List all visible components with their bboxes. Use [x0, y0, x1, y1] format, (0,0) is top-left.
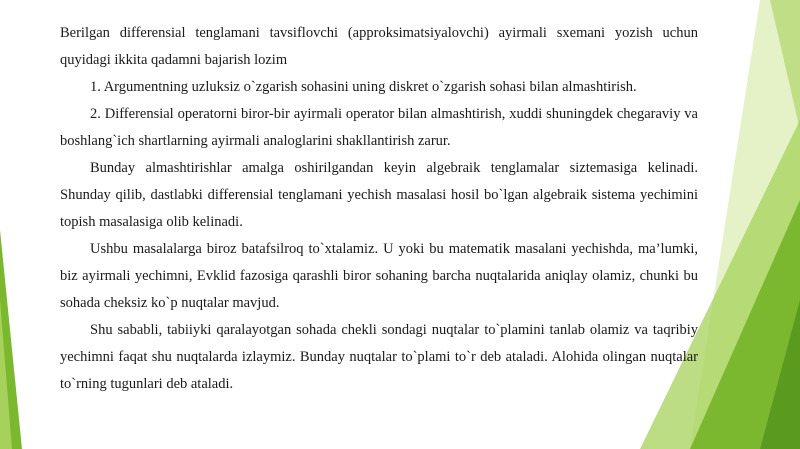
paragraph-step-1 — [60, 74, 698, 101]
paragraph-details-text: Ushbu masalalarga biroz batafsilroq to`xtalamiz. U yoki bu matematik masalani yechishda, ma’lumki, biz ayirmali yechimni, Evklid fazosiga qarashli biror sohaning barcha nuqtalarida aniqlay olamiz, chunki bu sohada cheksiz ko`p nuqtalar mavjud. — [60, 241, 698, 311]
paragraph-grid — [60, 317, 698, 398]
paragraph-intro — [60, 20, 698, 74]
paragraph-step-2 — [60, 101, 698, 155]
document-body — [60, 20, 698, 398]
paragraph-step-2-text: 2. Differensial operatorni biror-bir ayirmali operator bilan almashtirish, xuddi shuningdek chegaraviy va boshlang`ich shartlarning ayirmali analoglarini shakllantirish zarur. — [60, 106, 698, 149]
paragraph-grid-text: Shu sababli, tabiiyki qaralayotgan sohada chekli sondagi nuqtalar to`plamini tanlab olamiz va taqribiy yechimni faqat shu nuqtalarda izlaymiz. Bunday nuqtalar to`plami to`r deb ataladi. Alohida olingan nuqtalar to`rning tugunlari deb ataladi. — [60, 322, 698, 392]
paragraph-algebraic — [60, 155, 698, 236]
paragraph-step-1-text: 1. Argumentning uzluksiz o`zgarish sohasini uning diskret o`zgarish sohasi bilan almashtirish. — [90, 79, 637, 95]
paragraph-details — [60, 236, 698, 317]
paragraph-intro-text: Berilgan differensial tenglamani tavsiflovchi (approksimatsiyalovchi) ayirmali sxemani yozish uchun quyidagi ikkita qadamni bajarish lozim — [60, 25, 698, 68]
paragraph-algebraic-text: Bunday almashtirishlar amalga oshirilgandan keyin algebraik tenglamalar siztemasiga kelinadi. Shunday qilib, dastlabki differensial tenglamani yechish masalasi hosil bo`lgan algebraik sistema yechimini topish masalasiga olib kelinadi. — [60, 160, 698, 230]
